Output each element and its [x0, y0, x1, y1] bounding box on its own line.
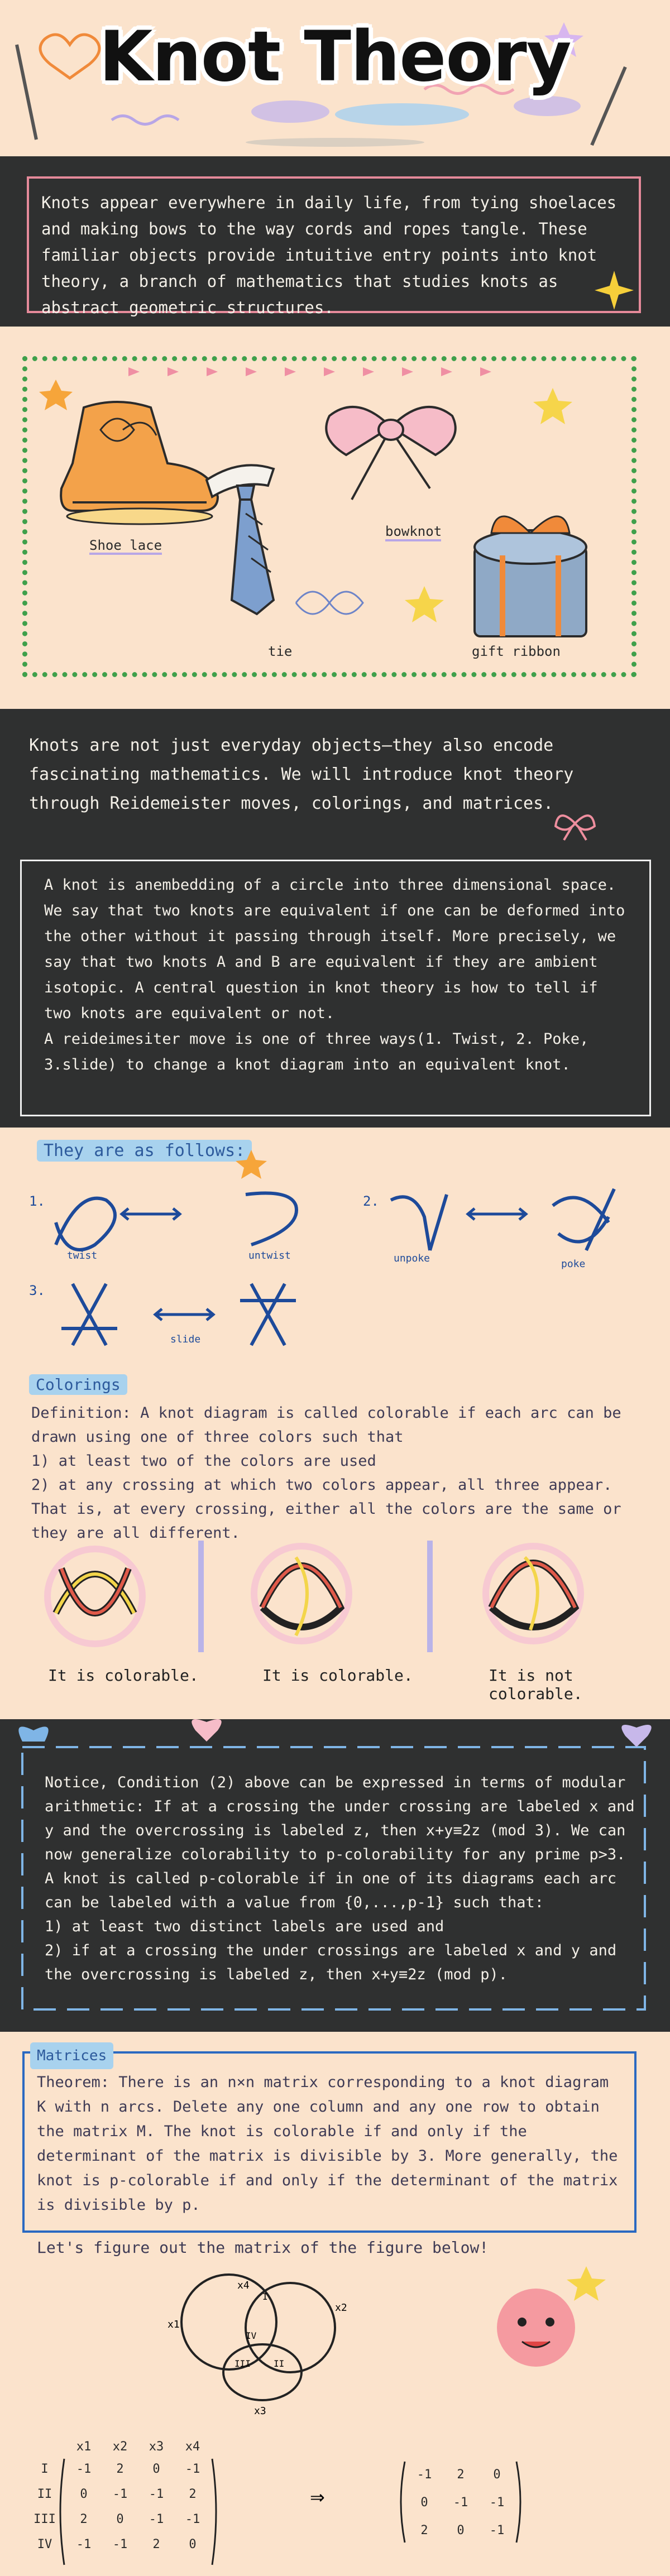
diagram-label: I: [262, 2291, 268, 2302]
matrix-column-header: x1: [76, 2440, 92, 2454]
reduced-matrix-cell: 2: [457, 2468, 465, 2482]
header: [0, 0, 670, 153]
heart-icon: [621, 1725, 651, 1747]
diagram-label: x3: [254, 2405, 266, 2417]
diagram-label: III: [234, 2358, 251, 2369]
motivation-text: Knots are not just everyday objects—they also encode fascinating mathematics. We will introduce knot theory through Reidemeister moves, colorings, and matrices.: [29, 736, 574, 813]
matrix-column-header: x3: [149, 2440, 164, 2454]
star-icon: [39, 380, 73, 410]
gift-icon: [475, 516, 586, 636]
heart-icon: [192, 1719, 221, 1742]
moves-illustration: [0, 1128, 670, 1362]
matrix-cell: 0: [189, 2537, 197, 2551]
diagram-label: x2: [335, 2302, 347, 2314]
poke-curve: [553, 1189, 614, 1250]
full-matrix: [34, 2440, 216, 2565]
matrix-cell: 0: [80, 2487, 88, 2501]
matrices-section: [0, 2032, 670, 2576]
heart-icon: [18, 1726, 48, 1742]
slide-before: [61, 1284, 117, 1345]
matrix-column-header: x2: [112, 2440, 128, 2454]
mascot-illustration: [497, 2266, 606, 2367]
matrix-row-header: III: [34, 2512, 56, 2526]
reduced-matrix-cell: -1: [453, 2496, 468, 2510]
matrix-column-header: x4: [185, 2440, 200, 2454]
bow-icon: [553, 809, 597, 843]
moves-heading: They are as follows:: [37, 1140, 252, 1162]
diagram-label: II: [274, 2358, 285, 2369]
twist-curve: [56, 1198, 115, 1250]
matrix-bracket: [516, 2462, 520, 2543]
tie-label: tie: [268, 644, 293, 659]
caption-3: It is not colorable.: [489, 1666, 583, 1703]
matrix-cell: 2: [189, 2487, 197, 2501]
slide-label: slide: [170, 1333, 201, 1345]
matrix-cell: 2: [80, 2512, 88, 2526]
unpoke-label: unpoke: [394, 1253, 430, 1264]
matrices-cta: Let's figure out the matrix of the figure below!: [37, 2238, 489, 2257]
divider: [0, 327, 670, 335]
matrix-cell: 2: [116, 2462, 124, 2476]
definition-text: A knot is anembedding of a circle into three dimensional space. We say that two knots are equivalent if one can be deformed into the other without it passing through itself. More precisely, we say that two knots A and B are equivalent if they are ambient isotopic. A central question in knot theory is how to tell if two knots are equivalent or not.: [44, 876, 625, 1022]
caption-1: It is colorable.: [48, 1666, 199, 1685]
matrix-cell: -1: [76, 2537, 92, 2551]
objects-illustration: [0, 335, 670, 698]
intro-text: Knots appear everywhere in daily life, from tying shoelaces and making bows to the way cords and ropes tangle. These familiar objects provide intuitive entry points into knot theory, a branch of mathematics that studies knots as abstract geometric structures.: [41, 193, 617, 317]
colorings-heading: Colorings: [29, 1374, 127, 1395]
equivalence-arrow: [155, 1309, 213, 1320]
matrix-bracket: [212, 2459, 216, 2565]
caption-2: It is colorable.: [262, 1666, 413, 1685]
matrix-cell: 2: [152, 2537, 160, 2551]
trefoil-knot-colorable: [47, 1549, 142, 1644]
definition-box: [20, 860, 651, 1116]
matrix-cell: -1: [149, 2487, 164, 2501]
modular-p2: A knot is called p-colorable if in one of its diagrams each arc can be labeled with a value from {0,...,p-1} such that:: [45, 1870, 617, 1911]
shoe-icon: [61, 402, 218, 524]
knot-doodle: [296, 592, 363, 614]
paint-splash: [514, 96, 581, 116]
paint-splash: [251, 100, 329, 123]
untwist-curve: [246, 1193, 296, 1245]
matrices-heading: Matrices: [30, 2042, 113, 2069]
matrix-row-header: I: [41, 2462, 49, 2476]
reduced-matrix-cell: 0: [420, 2496, 428, 2510]
matrix-cell: -1: [185, 2512, 200, 2526]
figure-eight-knot-colorable: [254, 1546, 349, 1641]
star-icon: [533, 388, 572, 424]
matrix-bracket: [401, 2462, 405, 2543]
tie-icon: [207, 465, 274, 614]
matrix-cell: -1: [112, 2537, 128, 2551]
motivation-panel: [0, 709, 670, 1128]
matrix-cell: -1: [185, 2462, 200, 2476]
knot-objects-section: [0, 335, 670, 698]
bowknot-label: bowknot: [385, 524, 442, 539]
matrix-cell: 0: [116, 2512, 124, 2526]
untwist-label: untwist: [248, 1250, 291, 1261]
equivalence-arrow: [122, 1208, 180, 1220]
diagram-label: x4: [237, 2280, 250, 2291]
shoelace-label: Shoe lace: [89, 538, 162, 553]
colorings-condition-1: 1) at least two of the colors are used: [31, 1452, 376, 1470]
sparkle-icon: [592, 268, 636, 313]
paint-splash: [335, 103, 469, 126]
wavy-doodle: [112, 116, 179, 124]
modular-arithmetic-panel: [0, 1719, 670, 2032]
modular-text: [45, 1771, 636, 1987]
intro-box: [27, 176, 641, 317]
diagram-label: x1: [168, 2319, 180, 2330]
star-icon: [236, 1150, 267, 1179]
modular-c2: 2) if at a crossing the under crossings are labeled x and y and the overcrossing is labeled z, then x+y≡2z (mod p).: [45, 1942, 617, 1983]
move-number: 1.: [29, 1193, 45, 1209]
modular-p1: Notice, Condition (2) above can be expressed in terms of modular arithmetic: If at a crossing the under crossing are labeled x and y and the overcrossing is labeled z, then x+y≡2z (mod 3). We can now generalize colorability to p-colorability for any prime p>3.: [45, 1774, 635, 1863]
matrix-row-header: IV: [37, 2537, 52, 2551]
equivalence-arrow: [468, 1208, 526, 1220]
diagram-label: IV: [246, 2330, 257, 2341]
matrix-row-header: II: [37, 2487, 52, 2501]
move-number: 3.: [29, 1283, 45, 1298]
paint-splash: [246, 138, 424, 147]
colorings-definition-text: Definition: A knot diagram is called colorable if each arc can be drawn using one of three colors such that: [31, 1404, 621, 1446]
matrix-cell: 0: [152, 2462, 160, 2476]
modular-c1: 1) at least two distinct labels are used and: [45, 1918, 444, 1935]
intro-panel: [0, 156, 670, 335]
star-icon: [405, 586, 444, 622]
gift-ribbon-label: gift ribbon: [472, 644, 561, 659]
reidemeister-moves-section: [0, 1128, 670, 1362]
matrix-example: [0, 2255, 670, 2576]
knot-diagram: [181, 2275, 335, 2400]
colorings-section: [0, 1362, 670, 1725]
colorings-condition-2: 2) at any crossing at which two colors appear, all three appear. That is, at every crossing, either all the colors are the same or they are all different.: [31, 1476, 621, 1542]
reduced-matrix-cell: 0: [493, 2468, 501, 2482]
knot-not-colorable: [486, 1546, 581, 1641]
slide-after: [240, 1284, 296, 1345]
reduced-matrix: [401, 2462, 520, 2543]
matrices-box: [22, 2047, 636, 2233]
reidemeister-text: A reideimesiter move is one of three ways(1. Twist, 2. Poke, 3.slide) to change a knot diagram into an equivalent knot.: [44, 1030, 589, 1073]
arrow-border: [128, 367, 491, 376]
reduced-matrix-cell: -1: [417, 2468, 432, 2482]
page-title: Knot Theory: [99, 17, 571, 97]
matrix-cell: -1: [149, 2512, 164, 2526]
matrix-bracket: [60, 2459, 64, 2565]
twist-label: twist: [67, 1250, 98, 1261]
poke-label: poke: [561, 1258, 586, 1270]
unpoke-curve: [391, 1195, 447, 1250]
matrices-theorem: Theorem: There is an n×n matrix corresponding to a knot diagram K with n arcs. Delete any one column and any one row to obtain the matrix M. The knot is colorable if and only if the determinant of the matrix is divisible by 3. More generally, the knot is p-colorable if and only if the determinant of the matrix is divisible by p.: [37, 2074, 618, 2214]
reduced-matrix-cell: 2: [420, 2524, 428, 2537]
implies-arrow: ⇒: [310, 2487, 325, 2508]
matrix-cell: -1: [112, 2487, 128, 2501]
bowknot-icon: [326, 407, 455, 500]
move-number: 2.: [363, 1193, 379, 1209]
reduced-matrix-cell: 0: [457, 2524, 465, 2537]
reduced-matrix-cell: -1: [489, 2524, 505, 2537]
matrix-cell: -1: [76, 2462, 92, 2476]
reduced-matrix-cell: -1: [489, 2496, 505, 2510]
